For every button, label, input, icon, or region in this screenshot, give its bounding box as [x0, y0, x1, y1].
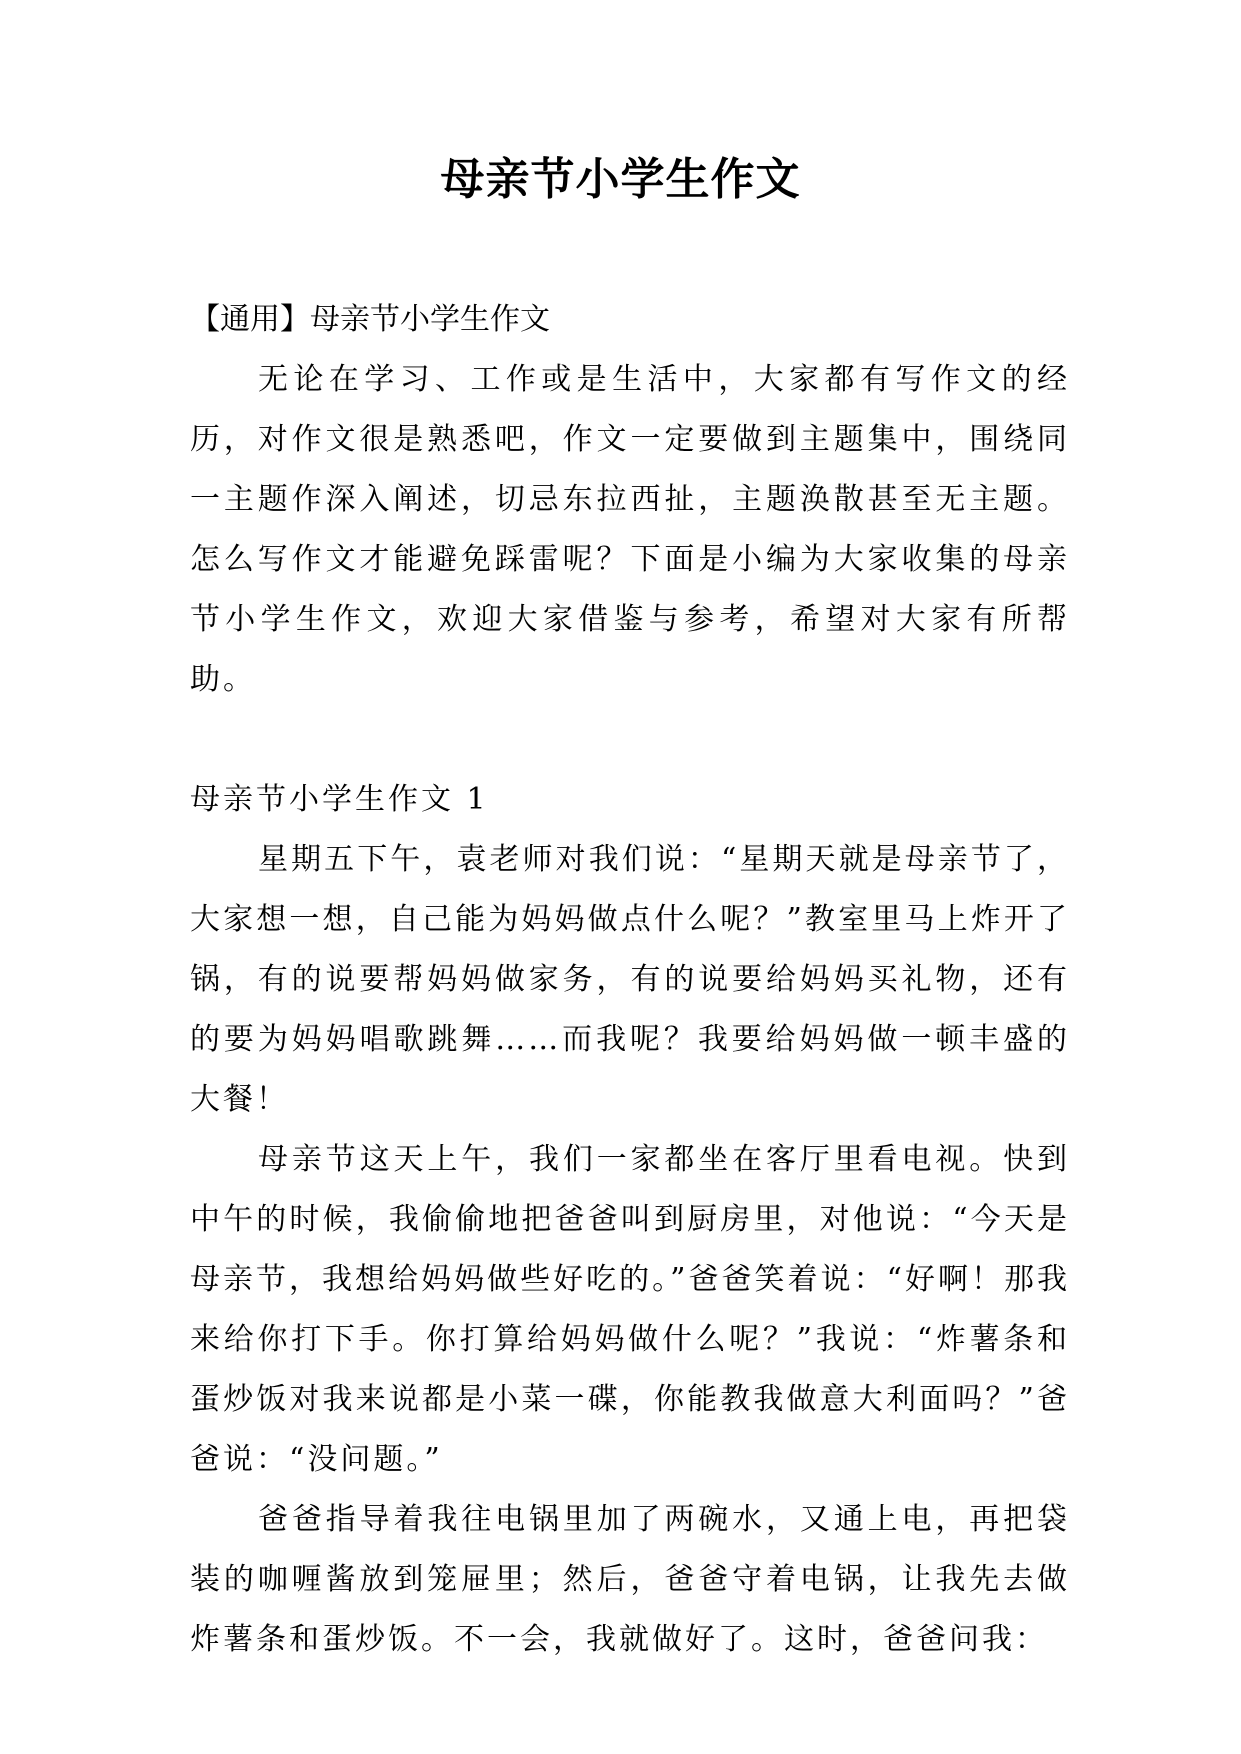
section-heading: 母亲节小学生作文 1 — [190, 782, 489, 817]
body-paragraph-2: 母亲节这天上午，我们一家都坐在客厅里看电视。快到中午的时候，我偷偷地把爸爸叫到厨房里，对他说：“今天是母亲节，我想给妈妈做些好吃的。”爸爸笑着说：“好啊！那我来给你打下手。你打算给妈妈做什么呢？”我说：“炸薯条和蛋炒饭对我来说都是小菜一碟，你能教我做意大利面吗？”爸爸说：“没问题。” — [190, 1142, 1070, 1477]
body-paragraph-3: 爸爸指导着我往电锅里加了两碗水，又通上电，再把袋装的咖喱酱放到笼屉里；然后，爸爸守着电锅，让我先去做炸薯条和蛋炒饭。不一会，我就做好了。这时，爸爸问我： — [190, 1502, 1070, 1657]
document-body — [190, 290, 1070, 1670]
body-paragraph-1: 星期五下午，袁老师对我们说：“星期天就是母亲节了，大家想一想，自己能为妈妈做点什么呢？”教室里马上炸开了锅，有的说要帮妈妈做家务，有的说要给妈妈买礼物，还有的要为妈妈唱歌跳舞……而我呢？我要给妈妈做一顿丰盛的大餐！ — [190, 842, 1070, 1117]
intro-paragraph: 无论在学习、工作或是生活中，大家都有写作文的经历，对作文很是熟悉吧，作文一定要做到主题集中，围绕同一主题作深入阐述，切忌东拉西扯，主题涣散甚至无主题。怎么写作文才能避免踩雷呢？下面是小编为大家收集的母亲节小学生作文，欢迎大家借鉴与参考，希望对大家有所帮助。 — [190, 362, 1070, 697]
document-title: 母亲节小学生作文 — [440, 154, 801, 205]
document-subtitle: 【通用】母亲节小学生作文 — [190, 302, 550, 337]
